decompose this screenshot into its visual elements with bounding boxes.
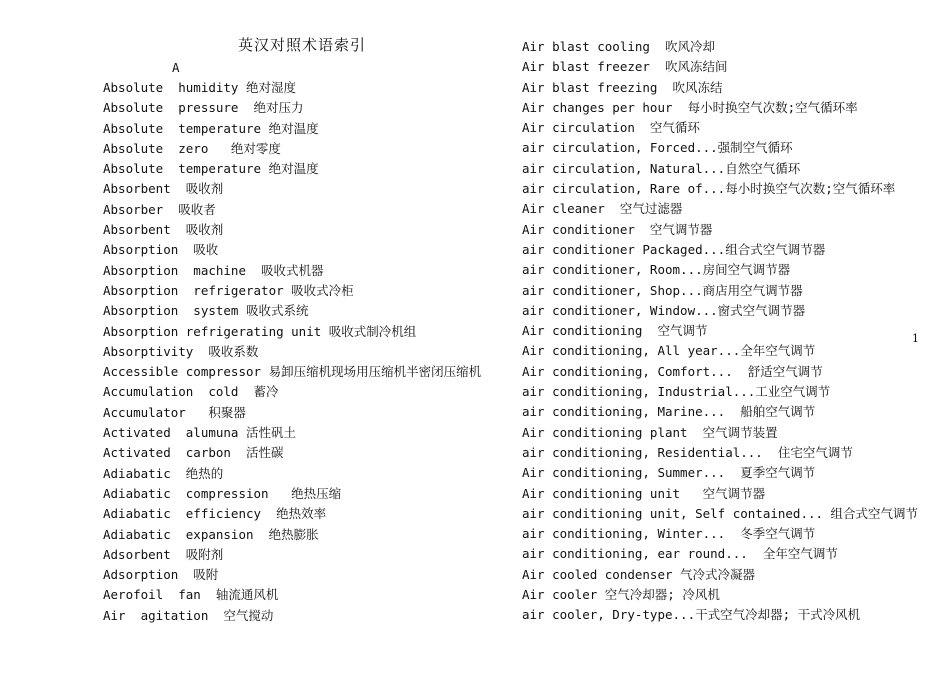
term-entry: Air conditioning, Summer... 夏季空气调节 [522, 465, 816, 481]
term-entry: Absorption 吸收 [103, 242, 219, 258]
term-entry: Air blast freezing 吹风冻结 [522, 79, 723, 95]
term-entry: air circulation, Natural...自然空气循环 [522, 160, 801, 176]
term-entry: air conditioner, Shop...商店用空气调节器 [522, 282, 803, 298]
term-entry: Absorption system 吸收式系统 [103, 303, 309, 319]
left-term-column [103, 78, 481, 626]
term-entry: Air cleaner 空气过滤器 [522, 201, 683, 217]
term-entry: Air cooled condenser 气冷式冷凝器 [522, 566, 756, 582]
term-entry: air conditioning, Winter... 冬季空气调节 [522, 526, 816, 542]
term-entry: Air cooler 空气冷却器; 冷风机 [522, 587, 720, 603]
term-entry: Air changes per hour 每小时换空气次数;空气循环率 [522, 99, 858, 115]
term-entry: Adiabatic compression 绝热压缩 [103, 485, 342, 501]
term-entry: Accumulation cold 蓄冷 [103, 384, 279, 400]
term-entry: Absorber 吸收者 [103, 201, 216, 217]
term-entry: Adiabatic 绝热的 [103, 465, 224, 481]
term-entry: Absorptivity 吸收系数 [103, 343, 259, 359]
term-entry: Air blast cooling 吹风冷却 [522, 39, 715, 54]
term-entry: Adsorption 吸附 [103, 567, 219, 583]
term-entry: Activated carbon 活性碳 [103, 445, 284, 461]
term-entry: Air circulation 空气循环 [522, 120, 700, 136]
term-entry: Absolute zero 绝对零度 [103, 140, 281, 156]
term-entry: air conditioning, Industrial...工业空气调节 [522, 384, 831, 400]
term-entry: air conditioner Packaged...组合式空气调节器 [522, 241, 826, 257]
term-entry: Absolute temperature 绝对温度 [103, 120, 319, 136]
term-entry: air circulation, Rare of...每小时换空气次数;空气循环率 [522, 181, 896, 197]
term-entry: air conditioning, Residential... 住宅空气调节 [522, 444, 853, 460]
term-entry: Air conditioning, All year...全年空气调节 [522, 343, 816, 359]
term-entry: air circulation, Forced...强制空气循环 [522, 140, 793, 156]
term-entry: air conditioner, Room...房间空气调节器 [522, 262, 791, 278]
term-entry: Air conditioning unit 空气调节器 [522, 485, 766, 501]
right-term-column [522, 37, 918, 626]
term-entry: air conditioning unit, Self contained... 组合式空气调节 [522, 505, 919, 521]
term-entry: air conditioning, ear round... 全年空气调节 [522, 546, 838, 562]
term-entry: Absolute temperature 绝对温度 [103, 161, 319, 177]
term-entry: Air agitation 空气搅动 [103, 607, 274, 623]
term-entry: Adiabatic efficiency 绝热效率 [103, 506, 327, 522]
term-entry: Accessible compressor 易卸压缩机现场用压缩机半密闭压缩机 [103, 364, 482, 380]
term-entry: air cooler, Dry-type...干式空气冷却器; 干式冷风机 [522, 607, 861, 623]
term-entry: Absorption machine 吸收式机器 [103, 262, 324, 278]
term-entry: Activated alumuna 活性矾土 [103, 425, 296, 441]
term-entry: Air conditioner 空气调节器 [522, 221, 713, 237]
term-entry: Air conditioning plant 空气调节装置 [522, 424, 778, 440]
term-entry: Air blast freezer 吹风冻结间 [522, 59, 728, 75]
term-entry: Adiabatic expansion 绝热膨胀 [103, 526, 319, 542]
term-entry: Absolute pressure 绝对压力 [103, 100, 304, 116]
page-title: 英汉对照术语索引 [238, 36, 367, 54]
section-letter: A [172, 60, 180, 75]
term-entry: air conditioning, Marine... 船舶空气调节 [522, 404, 816, 420]
term-entry: Absorbent 吸收剂 [103, 222, 224, 238]
term-entry: Adsorbent 吸附剂 [103, 546, 224, 562]
term-entry: Absorption refrigerator 吸收式冷柜 [103, 282, 354, 298]
term-entry: Air conditioning 空气调节 [522, 323, 708, 339]
term-entry: Air conditioning, Comfort... 舒适空气调节 [522, 363, 823, 379]
term-entry: Absolute humidity 绝对湿度 [103, 80, 296, 95]
page-number: 1 [912, 332, 919, 345]
term-entry: Accumulator 积聚器 [103, 404, 246, 420]
term-entry: Aerofoil fan 轴流通风机 [103, 587, 279, 603]
term-entry: air conditioner, Window...窗式空气调节器 [522, 302, 806, 318]
term-entry: Absorbent 吸收剂 [103, 181, 224, 197]
term-entry: Absorption refrigerating unit 吸收式制冷机组 [103, 323, 417, 339]
